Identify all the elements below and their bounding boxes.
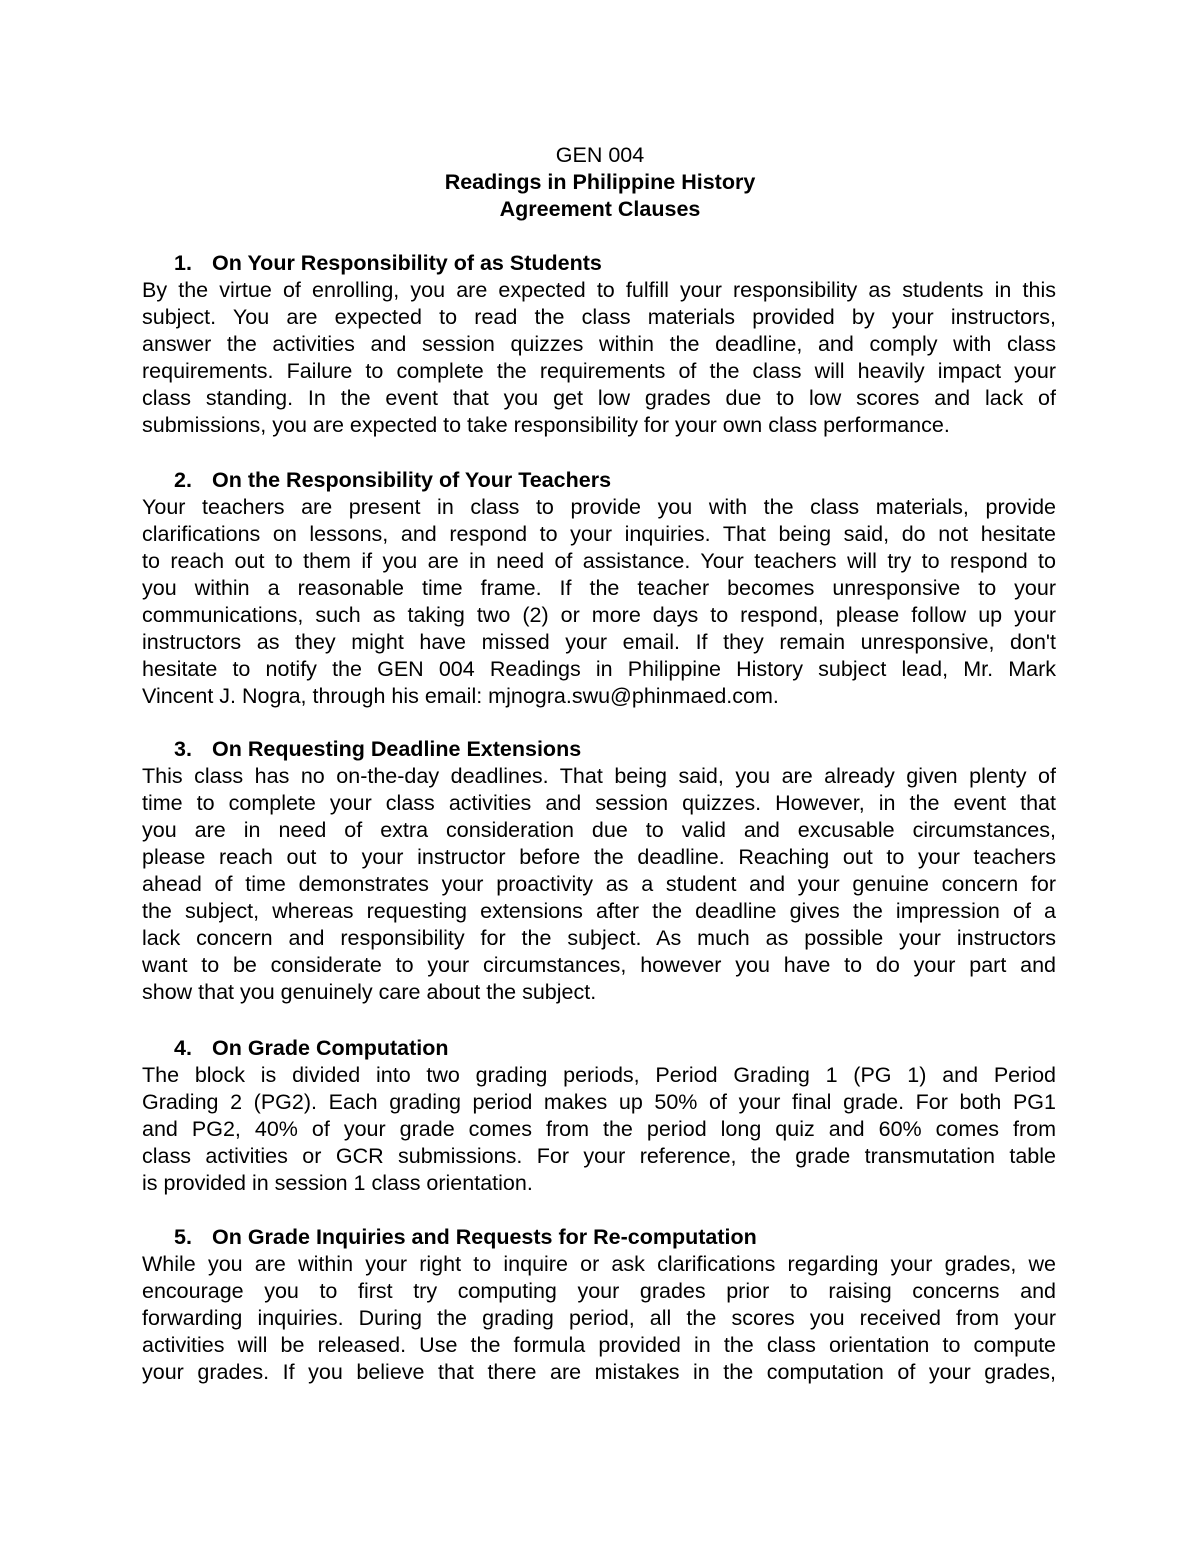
paragraph-line: time to complete your class activities and session quizzes. However, in the event that xyxy=(142,791,1056,815)
paragraph-line: you within a reasonable time frame. If the teacher becomes unresponsive to your xyxy=(142,576,1056,600)
paragraph-line: lack concern and responsibility for the subject. As much as possible your instructors xyxy=(142,926,1056,950)
paragraph-line: answer the activities and session quizzes within the deadline, and comply with class xyxy=(142,332,1056,356)
paragraph-line: Vincent J. Nogra, through his email: mjnogra.swu@phinmaed.com. xyxy=(142,684,779,708)
section-1 xyxy=(142,250,1056,439)
section-heading xyxy=(142,467,1056,494)
section-heading xyxy=(142,736,1056,763)
paragraph-line: While you are within your right to inquire or ask clarifications regarding your grades, we xyxy=(142,1252,1056,1276)
paragraph-line: class activities or GCR submissions. For your reference, the grade transmutation table xyxy=(142,1144,1056,1168)
section-heading xyxy=(142,1035,1056,1062)
paragraph-line: clarifications on lessons, and respond to your inquiries. That being said, do not hesitate xyxy=(142,522,1056,546)
paragraph-line: Your teachers are present in class to provide you with the class materials, provide xyxy=(142,495,1056,519)
course-title: Readings in Philippine History xyxy=(444,170,756,194)
section-body xyxy=(142,1251,1056,1386)
section-heading xyxy=(142,1224,1056,1251)
paragraph-line: is provided in session 1 class orientation. xyxy=(142,1171,533,1195)
section-title: On Grade Computation xyxy=(212,1036,449,1060)
paragraph-line: your grades. If you believe that there are mistakes in the computation of your grades, xyxy=(142,1360,1056,1384)
paragraph-line: By the virtue of enrolling, you are expected to fulfill your responsibility as students in this xyxy=(142,278,1056,302)
paragraph-line: hesitate to notify the GEN 004 Readings in Philippine History subject lead, Mr. Mark xyxy=(142,657,1056,681)
section-number: 3. xyxy=(174,737,192,761)
paragraph-line: and PG2, 40% of your grade comes from the period long quiz and 60% comes from xyxy=(142,1117,1056,1141)
paragraph-line: Grading 2 (PG2). Each grading period makes up 50% of your final grade. For both PG1 xyxy=(142,1090,1056,1114)
section-5 xyxy=(142,1224,1056,1386)
section-4 xyxy=(142,1035,1056,1197)
paragraph-line: the subject, whereas requesting extensions after the deadline gives the impression of a xyxy=(142,899,1056,923)
section-number: 4. xyxy=(174,1036,192,1060)
section-number: 2. xyxy=(174,468,192,492)
section-body xyxy=(142,277,1056,439)
course-code: GEN 004 xyxy=(555,143,645,167)
paragraph-line: show that you genuinely care about the subject. xyxy=(142,980,597,1004)
document-header xyxy=(0,142,1200,223)
paragraph-line: instructors as they might have missed your email. If they remain unresponsive, don't xyxy=(142,630,1056,654)
section-3 xyxy=(142,736,1056,1006)
paragraph-line: submissions, you are expected to take responsibility for your own class performance. xyxy=(142,413,950,437)
section-number: 1. xyxy=(174,251,192,275)
section-body xyxy=(142,1062,1056,1197)
document-title: Agreement Clauses xyxy=(499,197,701,221)
paragraph-line: you are in need of extra consideration due to valid and excusable circumstances, xyxy=(142,818,1056,842)
section-number: 5. xyxy=(174,1225,192,1249)
paragraph-line: class standing. In the event that you get low grades due to low scores and lack of xyxy=(142,386,1056,410)
section-2 xyxy=(142,467,1056,710)
section-body xyxy=(142,494,1056,710)
paragraph-line: subject. You are expected to read the class materials provided by your instructors, xyxy=(142,305,1056,329)
paragraph-line: want to be considerate to your circumstances, however you have to do your part and xyxy=(142,953,1056,977)
paragraph-line: The block is divided into two grading periods, Period Grading 1 (PG 1) and Period xyxy=(142,1063,1056,1087)
paragraph-line: requirements. Failure to complete the requirements of the class will heavily impact your xyxy=(142,359,1056,383)
paragraph-line: This class has no on-the-day deadlines. That being said, you are already given plenty of xyxy=(142,764,1056,788)
section-title: On Your Responsibility of as Students xyxy=(212,251,602,275)
paragraph-line: ahead of time demonstrates your proactivity as a student and your genuine concern for xyxy=(142,872,1056,896)
section-title: On Grade Inquiries and Requests for Re-computation xyxy=(212,1225,757,1249)
paragraph-line: communications, such as taking two (2) or more days to respond, please follow up your xyxy=(142,603,1056,627)
paragraph-line: forwarding inquiries. During the grading period, all the scores you received from your xyxy=(142,1306,1056,1330)
section-title: On Requesting Deadline Extensions xyxy=(212,737,582,761)
paragraph-line: to reach out to them if you are in need of assistance. Your teachers will try to respond to xyxy=(142,549,1056,573)
section-title: On the Responsibility of Your Teachers xyxy=(212,468,612,492)
section-body xyxy=(142,763,1056,1006)
section-heading xyxy=(142,250,1056,277)
paragraph-line: activities will be released. Use the formula provided in the class orientation to compute xyxy=(142,1333,1056,1357)
paragraph-line: encourage you to first try computing your grades prior to raising concerns and xyxy=(142,1279,1056,1303)
paragraph-line: please reach out to your instructor before the deadline. Reaching out to your teachers xyxy=(142,845,1056,869)
